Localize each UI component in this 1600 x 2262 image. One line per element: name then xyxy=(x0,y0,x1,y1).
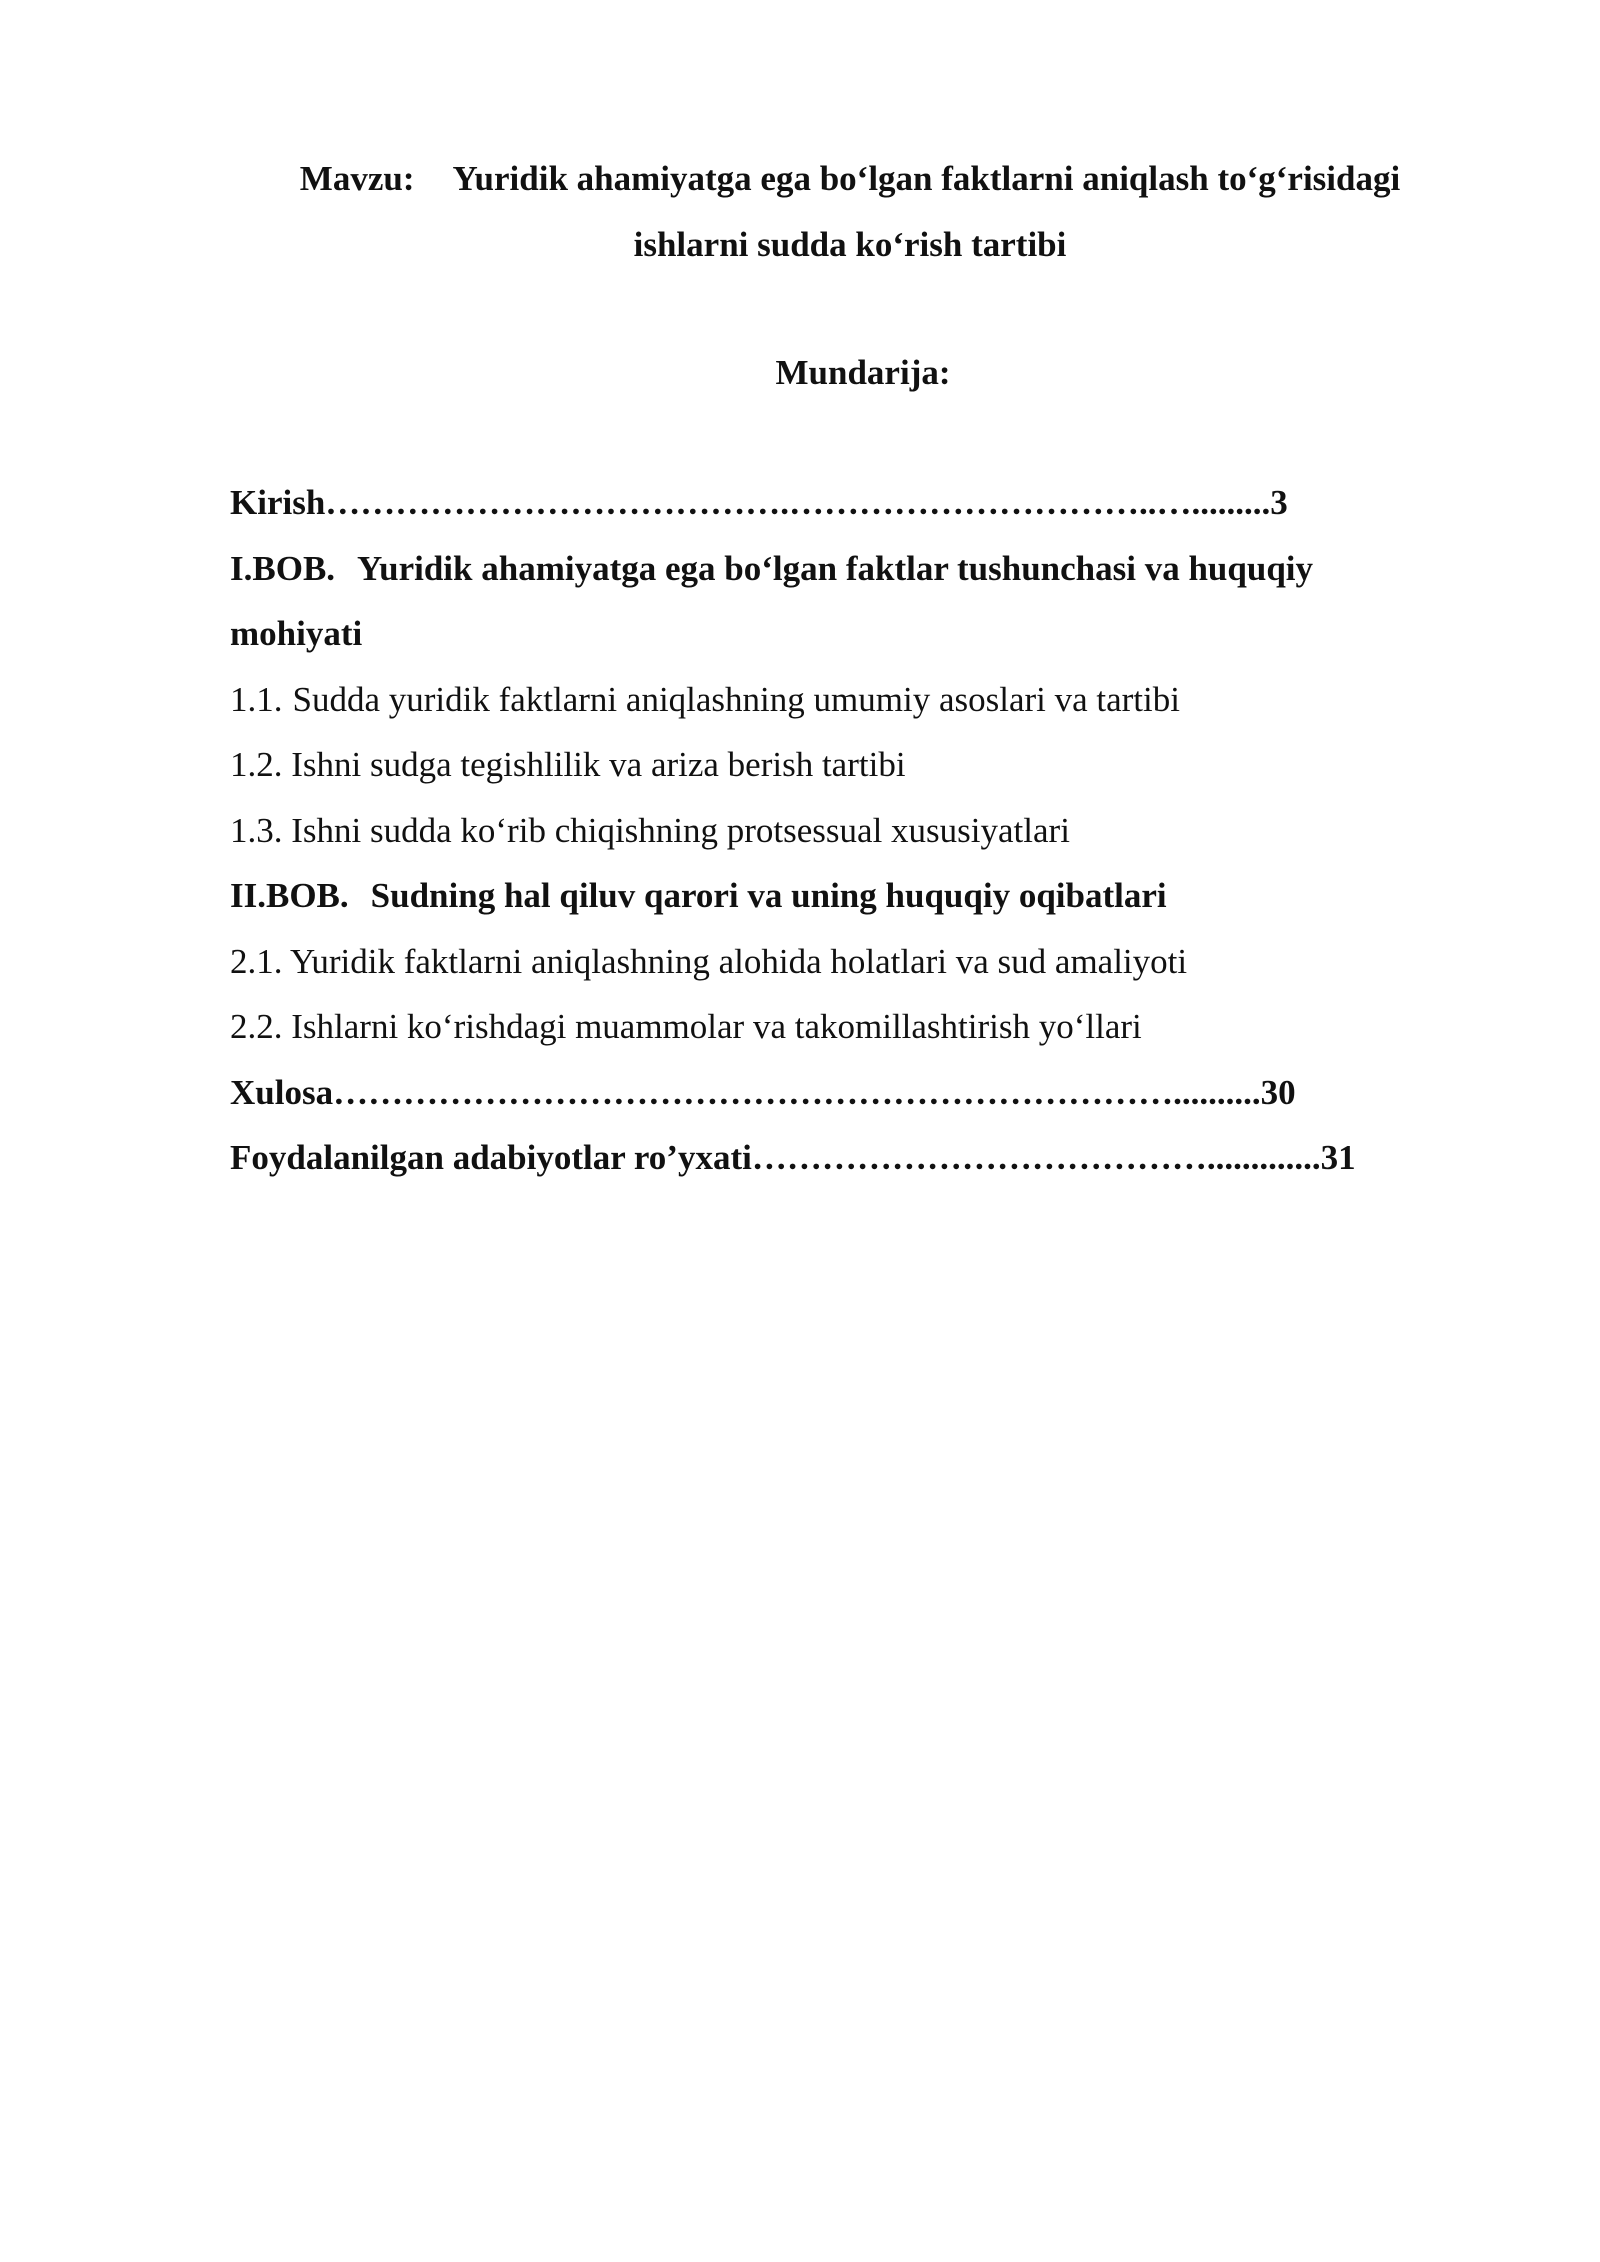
chapter-2-number: II.BOB. xyxy=(230,876,349,915)
toc-entry-2-1: 2.1. Yuridik faktlarni aniqlashning alohida holatlari va sud amaliyoti xyxy=(230,941,1188,981)
topic-text-line-2: ishlarni sudda ko‘rish tartibi xyxy=(633,225,1067,264)
topic-title-line-1 xyxy=(230,146,1470,212)
chapter-1-number: I.BOB. xyxy=(230,548,336,588)
toc-entry-chapter-1 xyxy=(230,536,1490,602)
topic-text-line-1: Yuridik ahamiyatga ega bo‘lgan faktlarni aniqlash to‘g‘risidagi xyxy=(452,159,1401,198)
topic-title xyxy=(230,146,1470,278)
section-1-1-title: Sudda yuridik faktlarni aniqlashning umumiy asoslari va tartibi xyxy=(292,679,1180,719)
toc-entry-1-3: 1.3. Ishni sudda ko‘rib chiqishning protsessual xususiyatlari xyxy=(230,810,1070,850)
toc-entry-2-2: 2.2. Ishlarni ko‘rishdagi muammolar va takomillashtirish yo‘llari xyxy=(230,1007,1142,1046)
chapter-1-title: Yuridik ahamiyatga ega bo‘lgan faktlar tushunchasi va huquqiy xyxy=(357,548,1314,588)
chapter-1-title-continued: mohiyati xyxy=(230,614,363,653)
toc-entry-1-1 xyxy=(230,667,1490,733)
toc-entry-1-2: 1.2. Ishni sudga tegishlilik va ariza berish tartibi xyxy=(230,745,906,784)
toc-entry-references: Foydalanilgan adabiyotlar ro’yxati………………………………….............31 xyxy=(230,1138,1356,1177)
contents-heading: Mundarija: xyxy=(775,353,951,392)
toc-entry-chapter-2 xyxy=(230,863,1490,929)
toc-entry-intro: Kirish………………………………….…………………………..….........3 xyxy=(230,483,1288,522)
section-1-1-number: 1.1. xyxy=(230,679,283,719)
topic-label: Mavzu: xyxy=(299,159,415,198)
table-of-contents xyxy=(230,470,1490,1191)
chapter-2-title: Sudning hal qiluv qarori va uning huquqiy oqibatlari xyxy=(370,876,1167,915)
toc-entry-conclusion: Xulosa………………………………………………………………..........30 xyxy=(230,1072,1296,1112)
